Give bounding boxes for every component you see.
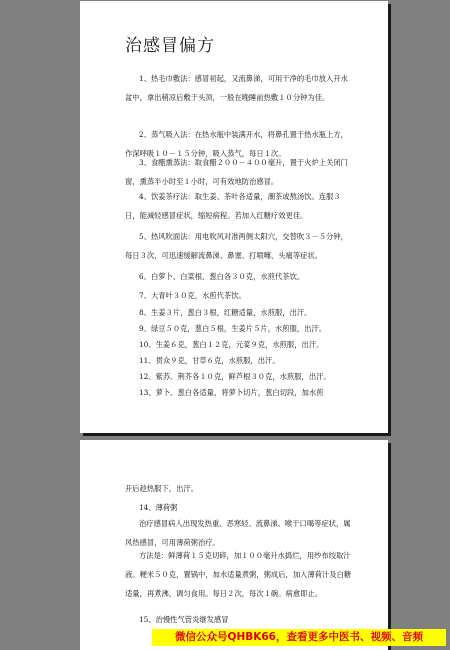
remedy-paragraph-14-method: 方法是：鲜薄荷１５克切碎，加１００毫升水捣烂，用纱布绞取汁液。粳米５０克，置锅中，加水适量煮粥，粥成后，加入薄荷汁及白糖适量，再煮沸，调匀食用。每日２次，每次１碗。病愈即止。 [125,551,352,598]
remedy-paragraph-3: 3、食醋熏蒸法：取食醋２００－４００毫升，置于火炉上关闭门窗，熏蒸半小时至１小时，可有效地防治感冒。 [125,158,348,186]
remedy-heading-15: 15、治慢性气管炎继发感冒 [139,615,229,624]
remedy-paragraph-12: 12、紫苏、荆芥各１０克，鲜芦根３０克，水煎服，出汗。 [139,372,331,381]
remedy-paragraph-8: 8、生姜３片，葱白３根，红糖适量，水煎服，出汗。 [139,308,312,317]
remedy-paragraph-4: 4、饮姜茶疗法：取生姜、茶叶各适量，潮茶或熬汤饮。连服３日，能减轻感冒症状，缩短病程。若加入红糖疗效更佳。 [125,192,341,220]
remedy-paragraph-6: 6、白萝卜、白菜根、葱白各３０克，水煎代茶饮。 [139,272,305,281]
continued-paragraph: 开后趁热服下，出汗。 [125,484,198,493]
remedy-paragraph-9: 9、绿豆５０克，葱白５根，生姜片５片，水煎服，出汗。 [139,324,327,333]
remedy-paragraph-13: 13、萝卜、葱白各适量，将萝卜切片，葱白切段，加水煎 [139,388,324,397]
remedy-paragraph-1: 1、热毛巾敷法：感冒初起，又流鼻涕，可用干净的毛巾放入开水盆中，拿出稍凉后敷于头顶，一般在晚睡前热敷１０分钟为佳。 [125,74,348,102]
wechat-promo-banner: 微信公众号QHBK66，查看更多中医书、视频、音频 [152,629,446,646]
remedy-paragraph-2: 2、蒸气吸入法：在热水瓶中装满开水，将鼻孔置于热水瓶上方，作深呼吸１０－１５分钟，吸入蒸气，每日１次。 [125,130,348,158]
remedy-paragraph-14-desc: 治疗感冒病人出现发热重、恶寒轻、流鼻涕、喉干口喝等症状，属风热感冒，可用薄荷粥治疗。 [125,519,351,547]
remedy-paragraph-11: 11、贯众９克，甘草６克，水煎服，出汗。 [139,356,280,365]
remedy-paragraph-10: 10、生姜６克，葱白１２克，元荽９克，水煎服，出汗。 [139,340,324,349]
page-title: 治感冒偏方 [125,36,215,56]
remedy-paragraph-7: 7、大青叶３０克，水煎代茶饮。 [139,291,246,300]
remedy-heading-14: 14、薄荷粥 [139,503,178,512]
document-page-2 [80,440,388,650]
document-page-1 [80,1,388,433]
remedy-paragraph-5: 5、热风吹面法：用电吹风对准两侧太阳穴，交替吹３－５分钟，每日３次，可迅速缓解流鼻涕、鼻塞、打喷嚏、头痛等症状。 [125,232,348,260]
